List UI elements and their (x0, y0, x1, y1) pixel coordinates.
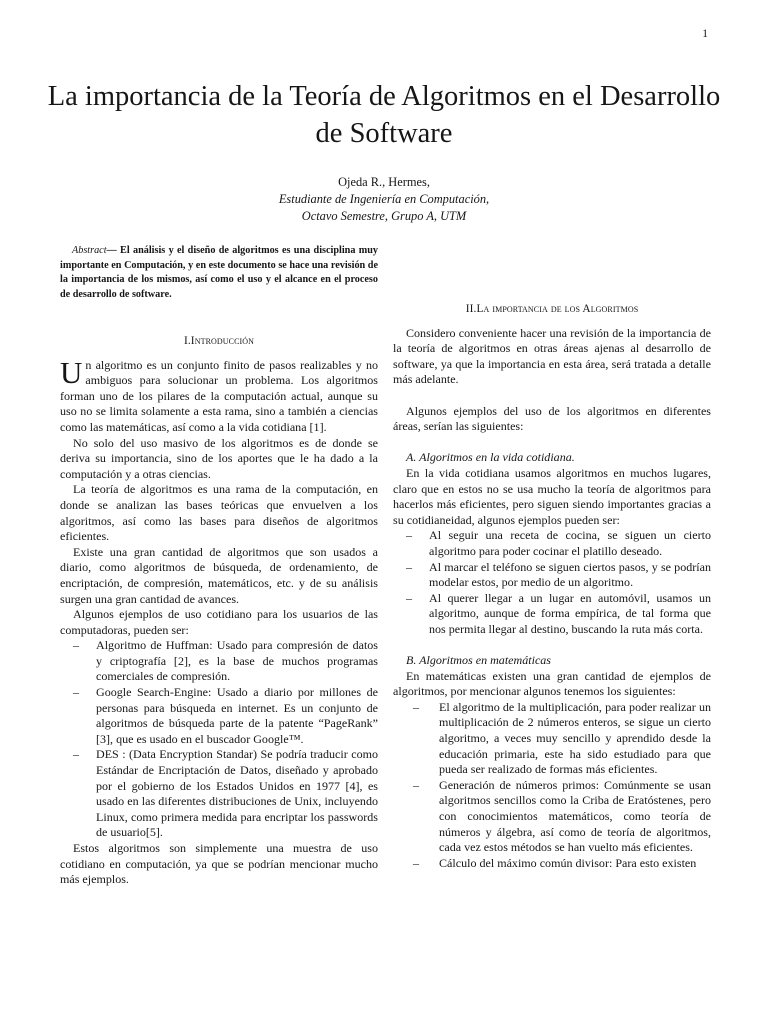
list-item: – DES : (Data Encryption Standar) Se podría traducir como Estándar de Encriptación de Datos, diseñado y aprobado por el gobierno de los Estados Unidos en 1977 [4], es usado en las diferentes distribuciones de Unix, incluyendo Linux, como primera medida para encriptar los passwords de usuario[5]. (60, 747, 378, 841)
intro-paragraph-5: Algunos ejemplos de uso cotidiano para los usuarios de las computadoras, pueden ser: (60, 607, 378, 637)
list-item: – Cálculo del máximo común divisor: Para esto existen (393, 856, 711, 872)
daily-life-list (393, 528, 711, 637)
subsection-b-paragraph: En matemáticas existen una gran cantidad de ejemplos de algoritmos, por mencionar algunos tenemos los siguientes: (393, 668, 711, 699)
paper-title: La importancia de la Teoría de Algoritmos en el Desarrollo de Software (47, 81, 721, 149)
section-heading-importancia: II.La importancia de los Algoritmos (465, 303, 639, 315)
intro-paragraph-3: La teoría de algoritmos es una rama de la computación, en donde se analizan las bases teóricas que envuelven a los algoritmos, así como las bases para diseños de algoritmos eficientes. (60, 482, 378, 544)
list-item: – Google Search-Engine: Usado a diario por millones de personas para búsqueda en internet. Es un conjunto de algoritmos de búsqueda parte de la patente “PageRank” [3], que es usado en el buscador Google™. (60, 685, 378, 747)
intro-paragraph-6: Estos algoritmos son simplemente una muestra de uso cotidiano en computación, ya que se podrían mencionar mucho más ejemplos. (60, 841, 378, 887)
examples-list (60, 638, 378, 841)
section-heading-introduccion: I.Introducción (183, 335, 255, 347)
list-item: – Al querer llegar a un lugar en automóvil, usamos un algoritmo, aunque de forma empírica, de tal forma que nos permita llegar al destino, buscando la ruta más corta. (393, 591, 711, 638)
right-column (393, 302, 711, 871)
intro-paragraph-1 (60, 354, 378, 436)
subsection-heading-vida-cotidiana: A. Algoritmos en la vida cotidiana. (406, 450, 575, 465)
abstract (60, 244, 378, 302)
drop-cap: U (60, 354, 83, 390)
intro-paragraph-1-text: n algoritmo es un conjunto finito de pasos realizables y no ambiguos para solucionar un problema. Los algoritmos forman uno de los pilares de la computación actual, aunque su uso no se limita solamente a esta rama, sino a también a ciencias como las matemáticas, así como a la vida cotidiana [1]. (60, 357, 378, 434)
subsection-heading-matematicas: B. Algoritmos en matemáticas (406, 653, 551, 668)
left-column (60, 244, 378, 888)
intro-paragraph-2: No solo del uso masivo de los algoritmos es de donde se deriva su importancia, sino de los aportes que le ha dado a la computación y a otras ciencias. (60, 435, 378, 481)
math-list (393, 700, 711, 872)
author-affiliation-line-1: Estudiante de Ingeniería en Computación, (278, 192, 490, 206)
author-block (160, 174, 608, 225)
list-item: – Algoritmo de Huffman: Usado para compresión de datos y criptografía [2], es la base de muchos programas comerciales de compresión. (60, 638, 378, 685)
list-item: – El algoritmo de la multiplicación, para poder realizar un multiplicación de 2 números enteros, se sigue un cierto algoritmo, a veces muy sencillo y aprendido desde la educación primaria, este ha sido estudiado para que pueda ser realizado de formas más eficientes. (393, 700, 711, 778)
intro-paragraph-4: Existe una gran cantidad de algoritmos que son usados a diario, como algoritmos de búsqueda, de ordenamiento, de encriptación, de compresión, matemáticos, etc. y de su análisis surgen una gran cantidad de avances. (60, 544, 378, 606)
list-item: – Al seguir una receta de cocina, se siguen un cierto algoritmo para poder cocinar el platillo deseado. (393, 528, 711, 559)
abstract-text: El análisis y el diseño de algoritmos es una disciplina muy importante en Computación, y en este documento se hace una revisión de la importancia de los mismos, así como el uso y el alcance en el proceso de desarrollo de software. (60, 245, 378, 300)
subsection-a-paragraph: En la vida cotidiana usamos algoritmos en muchos lugares, claro que en estos no se usa mucho la teoría de algoritmos para hacerlos más eficientes, pero siguen siendo importantes gracias a su cotidianeidad, algunos ejemplos pueden ser: (393, 465, 711, 527)
list-item: – Al marcar el teléfono se siguen ciertos pasos, y se podrían modelar estos, por medio de un algoritmo. (393, 560, 711, 591)
section2-paragraph-2: Algunos ejemplos del uso de los algoritmos en diferentes áreas, serían las siguientes: (393, 403, 711, 434)
list-item: – Generación de números primos: Comúnmente se usan algoritmos sencillos como la Criba de Eratóstenes, pero con conocimientos matemáticos, como teoría de números y álgebra, así como de teoría de algoritmos, cada vez estos métodos se han vuelto más eficientes. (393, 778, 711, 856)
abstract-lead: Abstract (72, 245, 107, 256)
author-affiliation-line-2: Octavo Semestre, Grupo A, UTM (301, 209, 467, 223)
author-name: Ojeda R., Hermes, (338, 175, 430, 189)
page-number: 1 (702, 28, 708, 40)
abstract-dash: — (106, 245, 117, 256)
section2-paragraph-1: Considero conveniente hacer una revisión de la importancia de la teoría de algoritmos en otras áreas ajenas al desarrollo de software, ya que la importancia en esta área, será tratada a detalle más adelante. (393, 325, 711, 387)
